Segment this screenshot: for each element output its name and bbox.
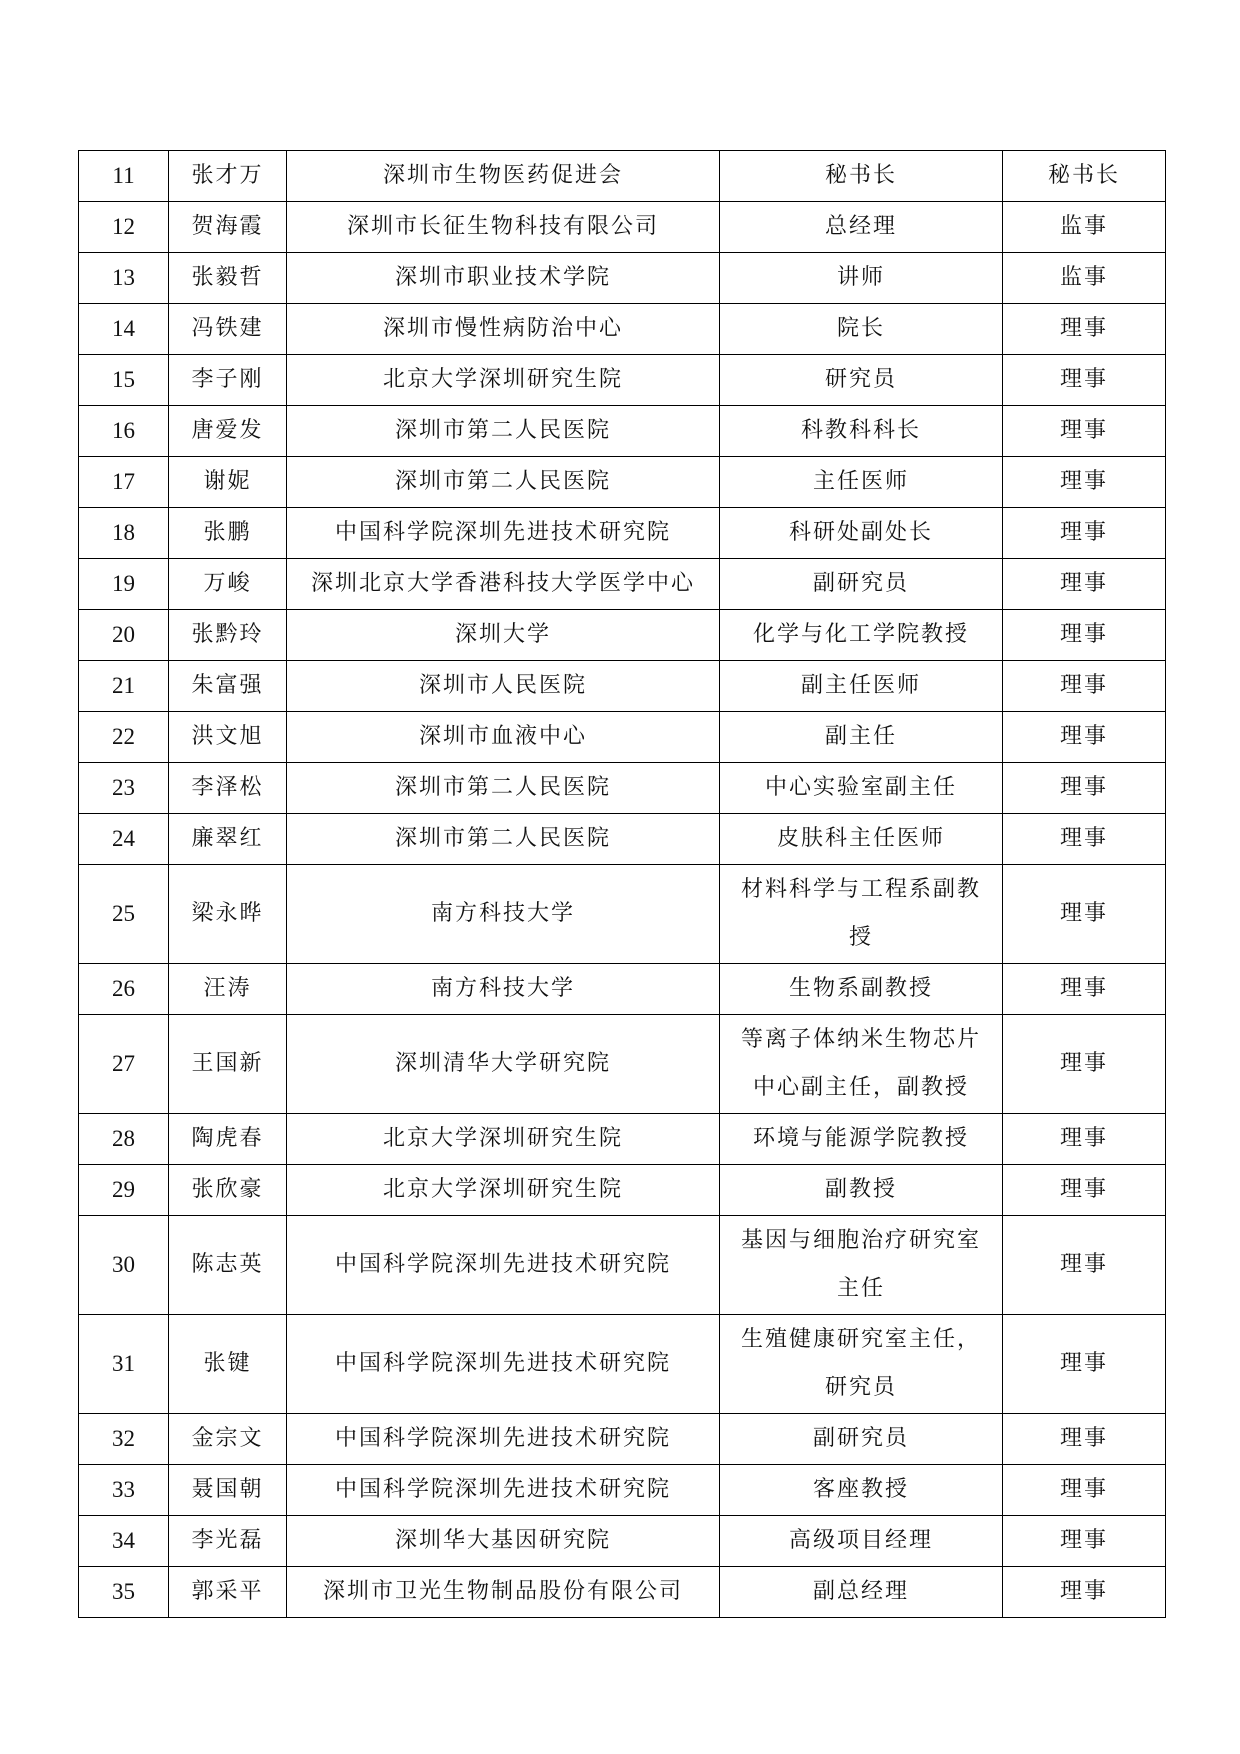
row-number-cell: 20 [79,610,169,661]
job-title-cell: 副研究员 [720,559,1003,610]
organization-cell: 深圳市生物医药促进会 [287,151,720,202]
job-title-cell: 科研处副处长 [720,508,1003,559]
job-title-cell: 总经理 [720,202,1003,253]
table-row [79,1216,1166,1315]
council-role-cell: 理事 [1003,1567,1166,1618]
organization-cell: 深圳大学 [287,610,720,661]
row-number-cell: 17 [79,457,169,508]
council-role-cell: 理事 [1003,559,1166,610]
job-title-cell: 高级项目经理 [720,1516,1003,1567]
member-name-cell: 贺海霞 [169,202,287,253]
table-row [79,814,1166,865]
table-row [79,253,1166,304]
member-name-cell: 张黔玲 [169,610,287,661]
job-title-cell: 院长 [720,304,1003,355]
member-name-cell: 洪文旭 [169,712,287,763]
row-number-cell: 13 [79,253,169,304]
row-number-cell: 32 [79,1414,169,1465]
job-title-cell: 副主任 [720,712,1003,763]
organization-cell: 深圳市长征生物科技有限公司 [287,202,720,253]
council-role-cell: 理事 [1003,304,1166,355]
organization-cell: 深圳清华大学研究院 [287,1015,720,1114]
job-title-cell: 基因与细胞治疗研究室主任 [720,1216,1003,1315]
table-row [79,406,1166,457]
table-row [79,661,1166,712]
organization-cell: 深圳市慢性病防治中心 [287,304,720,355]
row-number-cell: 35 [79,1567,169,1618]
member-name-cell: 万峻 [169,559,287,610]
council-role-cell: 理事 [1003,355,1166,406]
job-title-cell: 副总经理 [720,1567,1003,1618]
council-role-cell: 理事 [1003,1114,1166,1165]
council-role-cell: 理事 [1003,1015,1166,1114]
row-number-cell: 29 [79,1165,169,1216]
row-number-cell: 34 [79,1516,169,1567]
job-title-cell: 材料科学与工程系副教授 [720,865,1003,964]
table-row [79,1567,1166,1618]
member-name-cell: 张鹏 [169,508,287,559]
table-row [79,1414,1166,1465]
row-number-cell: 16 [79,406,169,457]
council-role-cell: 理事 [1003,406,1166,457]
council-role-cell: 监事 [1003,253,1166,304]
organization-cell: 深圳市人民医院 [287,661,720,712]
member-name-cell: 郭采平 [169,1567,287,1618]
row-number-cell: 11 [79,151,169,202]
organization-cell: 深圳市职业技术学院 [287,253,720,304]
table-row [79,559,1166,610]
member-name-cell: 张欣豪 [169,1165,287,1216]
member-table [78,150,1166,1618]
organization-cell: 中国科学院深圳先进技术研究院 [287,1414,720,1465]
organization-cell: 中国科学院深圳先进技术研究院 [287,1465,720,1516]
organization-cell: 中国科学院深圳先进技术研究院 [287,508,720,559]
organization-cell: 深圳市第二人民医院 [287,406,720,457]
row-number-cell: 33 [79,1465,169,1516]
member-name-cell: 李光磊 [169,1516,287,1567]
row-number-cell: 28 [79,1114,169,1165]
row-number-cell: 30 [79,1216,169,1315]
council-role-cell: 理事 [1003,1414,1166,1465]
row-number-cell: 19 [79,559,169,610]
table-row [79,865,1166,964]
council-role-cell: 理事 [1003,814,1166,865]
council-role-cell: 秘书长 [1003,151,1166,202]
row-number-cell: 15 [79,355,169,406]
table-row [79,964,1166,1015]
member-name-cell: 谢妮 [169,457,287,508]
row-number-cell: 26 [79,964,169,1015]
table-row [79,151,1166,202]
job-title-cell: 讲师 [720,253,1003,304]
organization-cell: 深圳北京大学香港科技大学医学中心 [287,559,720,610]
table-row [79,1516,1166,1567]
table-row [79,1114,1166,1165]
table-row [79,202,1166,253]
council-role-cell: 理事 [1003,763,1166,814]
table-row [79,610,1166,661]
council-role-cell: 理事 [1003,712,1166,763]
council-role-cell: 理事 [1003,1165,1166,1216]
job-title-cell: 秘书长 [720,151,1003,202]
organization-cell: 南方科技大学 [287,865,720,964]
member-name-cell: 李泽松 [169,763,287,814]
job-title-cell: 客座教授 [720,1465,1003,1516]
member-name-cell: 金宗文 [169,1414,287,1465]
member-table-body [79,151,1166,1618]
row-number-cell: 27 [79,1015,169,1114]
row-number-cell: 22 [79,712,169,763]
council-role-cell: 理事 [1003,1516,1166,1567]
member-name-cell: 张毅哲 [169,253,287,304]
council-role-cell: 理事 [1003,1315,1166,1414]
member-name-cell: 张才万 [169,151,287,202]
table-row [79,1015,1166,1114]
organization-cell: 中国科学院深圳先进技术研究院 [287,1216,720,1315]
organization-cell: 南方科技大学 [287,964,720,1015]
organization-cell: 深圳市第二人民医院 [287,457,720,508]
job-title-cell: 主任医师 [720,457,1003,508]
council-role-cell: 理事 [1003,610,1166,661]
member-name-cell: 李子刚 [169,355,287,406]
council-role-cell: 理事 [1003,661,1166,712]
job-title-cell: 生殖健康研究室主任，研究员 [720,1315,1003,1414]
member-name-cell: 陈志英 [169,1216,287,1315]
member-name-cell: 梁永晔 [169,865,287,964]
job-title-cell: 副研究员 [720,1414,1003,1465]
member-name-cell: 冯铁建 [169,304,287,355]
job-title-cell: 生物系副教授 [720,964,1003,1015]
row-number-cell: 14 [79,304,169,355]
job-title-cell: 副教授 [720,1165,1003,1216]
council-role-cell: 理事 [1003,865,1166,964]
member-name-cell: 廉翠红 [169,814,287,865]
job-title-cell: 科教科科长 [720,406,1003,457]
organization-cell: 深圳市第二人民医院 [287,814,720,865]
job-title-cell: 皮肤科主任医师 [720,814,1003,865]
row-number-cell: 18 [79,508,169,559]
row-number-cell: 31 [79,1315,169,1414]
job-title-cell: 研究员 [720,355,1003,406]
member-name-cell: 王国新 [169,1015,287,1114]
table-row [79,508,1166,559]
row-number-cell: 25 [79,865,169,964]
council-role-cell: 理事 [1003,508,1166,559]
council-role-cell: 理事 [1003,964,1166,1015]
organization-cell: 北京大学深圳研究生院 [287,355,720,406]
organization-cell: 北京大学深圳研究生院 [287,1114,720,1165]
member-name-cell: 聂国朝 [169,1465,287,1516]
organization-cell: 深圳华大基因研究院 [287,1516,720,1567]
job-title-cell: 环境与能源学院教授 [720,1114,1003,1165]
organization-cell: 北京大学深圳研究生院 [287,1165,720,1216]
job-title-cell: 化学与化工学院教授 [720,610,1003,661]
table-row [79,712,1166,763]
table-row [79,763,1166,814]
council-role-cell: 理事 [1003,1465,1166,1516]
council-role-cell: 理事 [1003,1216,1166,1315]
organization-cell: 深圳市第二人民医院 [287,763,720,814]
member-name-cell: 张键 [169,1315,287,1414]
table-row [79,1165,1166,1216]
council-role-cell: 理事 [1003,457,1166,508]
organization-cell: 深圳市卫光生物制品股份有限公司 [287,1567,720,1618]
member-name-cell: 陶虎春 [169,1114,287,1165]
member-name-cell: 汪涛 [169,964,287,1015]
job-title-cell: 副主任医师 [720,661,1003,712]
table-row [79,1465,1166,1516]
job-title-cell: 中心实验室副主任 [720,763,1003,814]
organization-cell: 深圳市血液中心 [287,712,720,763]
table-row [79,1315,1166,1414]
job-title-cell: 等离子体纳米生物芯片中心副主任，副教授 [720,1015,1003,1114]
row-number-cell: 23 [79,763,169,814]
table-row [79,355,1166,406]
row-number-cell: 21 [79,661,169,712]
row-number-cell: 24 [79,814,169,865]
table-row [79,457,1166,508]
row-number-cell: 12 [79,202,169,253]
organization-cell: 中国科学院深圳先进技术研究院 [287,1315,720,1414]
council-role-cell: 监事 [1003,202,1166,253]
member-name-cell: 朱富强 [169,661,287,712]
table-row [79,304,1166,355]
member-name-cell: 唐爱发 [169,406,287,457]
